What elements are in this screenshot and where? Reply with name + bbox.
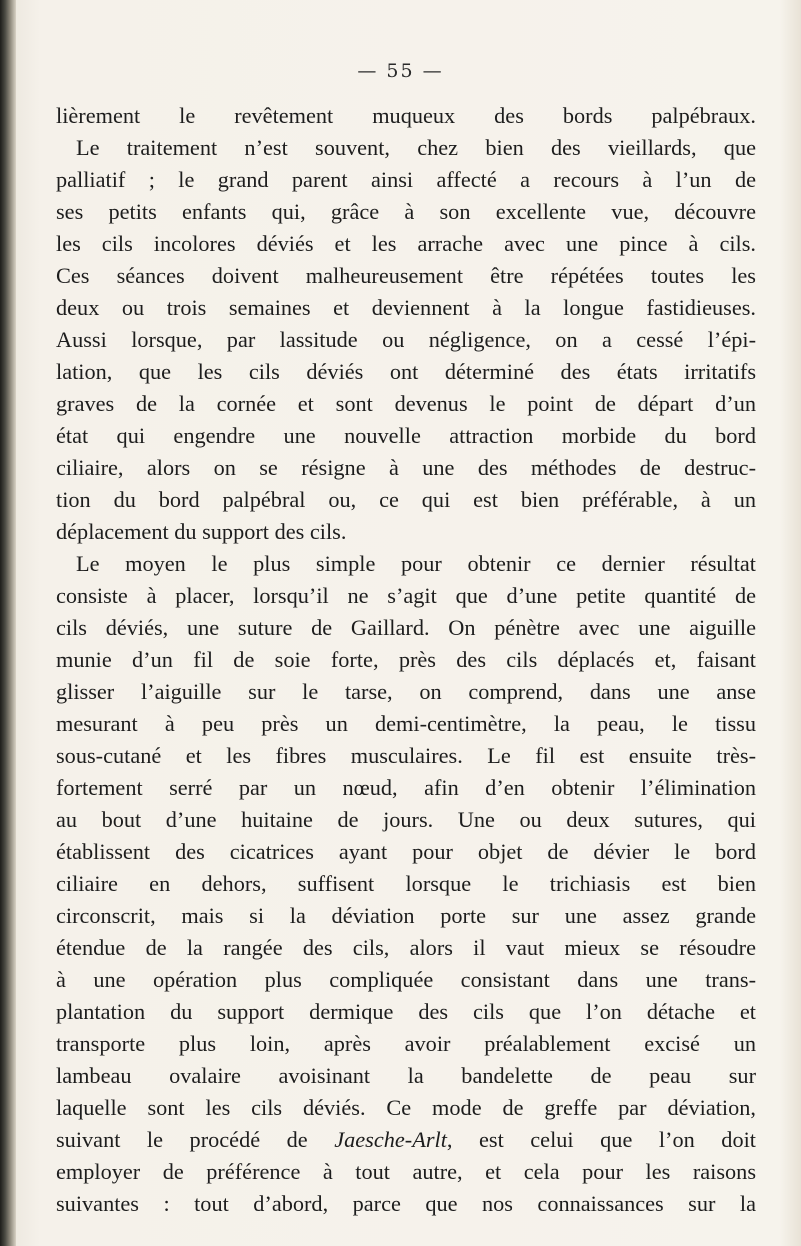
text-segment: suivant le procédé de [56, 1127, 335, 1152]
text-line: Aussi lorsque, par lassitude ou négligence, on a cessé l’épi- [56, 327, 756, 352]
text-line: à une opération plus compliquée consistant dans une trans- [56, 967, 756, 992]
text-line: lation, que les cils déviés ont déterminé des états irritatifs [56, 359, 756, 384]
text-line: déplacement du support des cils. [56, 519, 347, 544]
page-binding-edge [0, 0, 16, 1246]
text-line: sous-cutané et les fibres musculaires. Le fil est ensuite très- [56, 743, 756, 768]
text-line: palliatif ; le grand parent ainsi affecté a recours à l’un de [56, 167, 756, 192]
text-line: Le moyen le plus simple pour obtenir ce dernier résultat [76, 551, 756, 576]
text-line: glisser l’aiguille sur le tarse, on comprend, dans une anse [56, 679, 756, 704]
text-line: laquelle sont les cils déviés. Ce mode de greffe par déviation, [56, 1095, 756, 1120]
text-line: fortement serré par un nœud, afin d’en obtenir l’élimination [56, 775, 756, 800]
text-line: les cils incolores déviés et les arrache avec une pince à cils. [56, 231, 756, 256]
text-line: mesurant à peu près un demi-centimètre, la peau, le tissu [56, 711, 756, 736]
text-line: lièrement le revêtement muqueux des bords palpébraux. [56, 103, 756, 128]
text-line: consiste à placer, lorsqu’il ne s’agit que d’une petite quantité de [56, 583, 756, 608]
text-line: Le traitement n’est souvent, chez bien des vieillards, que [76, 135, 756, 160]
author-citation: Jaesche-Arlt [334, 1127, 447, 1152]
text-line-with-citation [56, 1124, 756, 1156]
text-line: suivantes : tout d’abord, parce que nos connaissances sur la [56, 1191, 756, 1216]
text-line: établissent des cicatrices ayant pour objet de dévier le bord [56, 839, 756, 864]
text-line: ciliaire en dehors, suffisent lorsque le trichiasis est bien [56, 871, 756, 896]
text-line: plantation du support dermique des cils que l’on détache et [56, 999, 756, 1024]
text-line: munie d’un fil de soie forte, près des cils déplacés et, faisant [56, 647, 756, 672]
page-number: — 55 — [357, 60, 444, 82]
text-line: lambeau ovalaire avoisinant la bandelette de peau sur [56, 1063, 756, 1088]
text-line: ses petits enfants qui, grâce à son excellente vue, découvre [56, 199, 756, 224]
text-line: au bout d’une huitaine de jours. Une ou deux sutures, qui [56, 807, 756, 832]
text-line: employer de préférence à tout autre, et cela pour les raisons [56, 1159, 756, 1184]
text-line: Ces séances doivent malheureusement être répétées toutes les [56, 263, 756, 288]
text-segment: , est celui que l’on doit [446, 1127, 756, 1152]
text-line: état qui engendre une nouvelle attraction morbide du bord [56, 423, 756, 448]
text-line: étendue de la rangée des cils, alors il vaut mieux se résoudre [56, 935, 756, 960]
text-line: cils déviés, une suture de Gaillard. On pénètre avec une aiguille [56, 615, 756, 640]
text-line: ciliaire, alors on se résigne à une des méthodes de destruc- [56, 455, 756, 480]
text-line: graves de la cornée et sont devenus le point de départ d’un [56, 391, 756, 416]
text-line: tion du bord palpébral ou, ce qui est bien préférable, à un [56, 487, 756, 512]
text-line: transporte plus loin, après avoir préalablement excisé un [56, 1031, 756, 1056]
text-line: circonscrit, mais si la déviation porte sur une assez grande [56, 903, 756, 928]
text-line: deux ou trois semaines et deviennent à la longue fastidieuses. [56, 295, 756, 320]
